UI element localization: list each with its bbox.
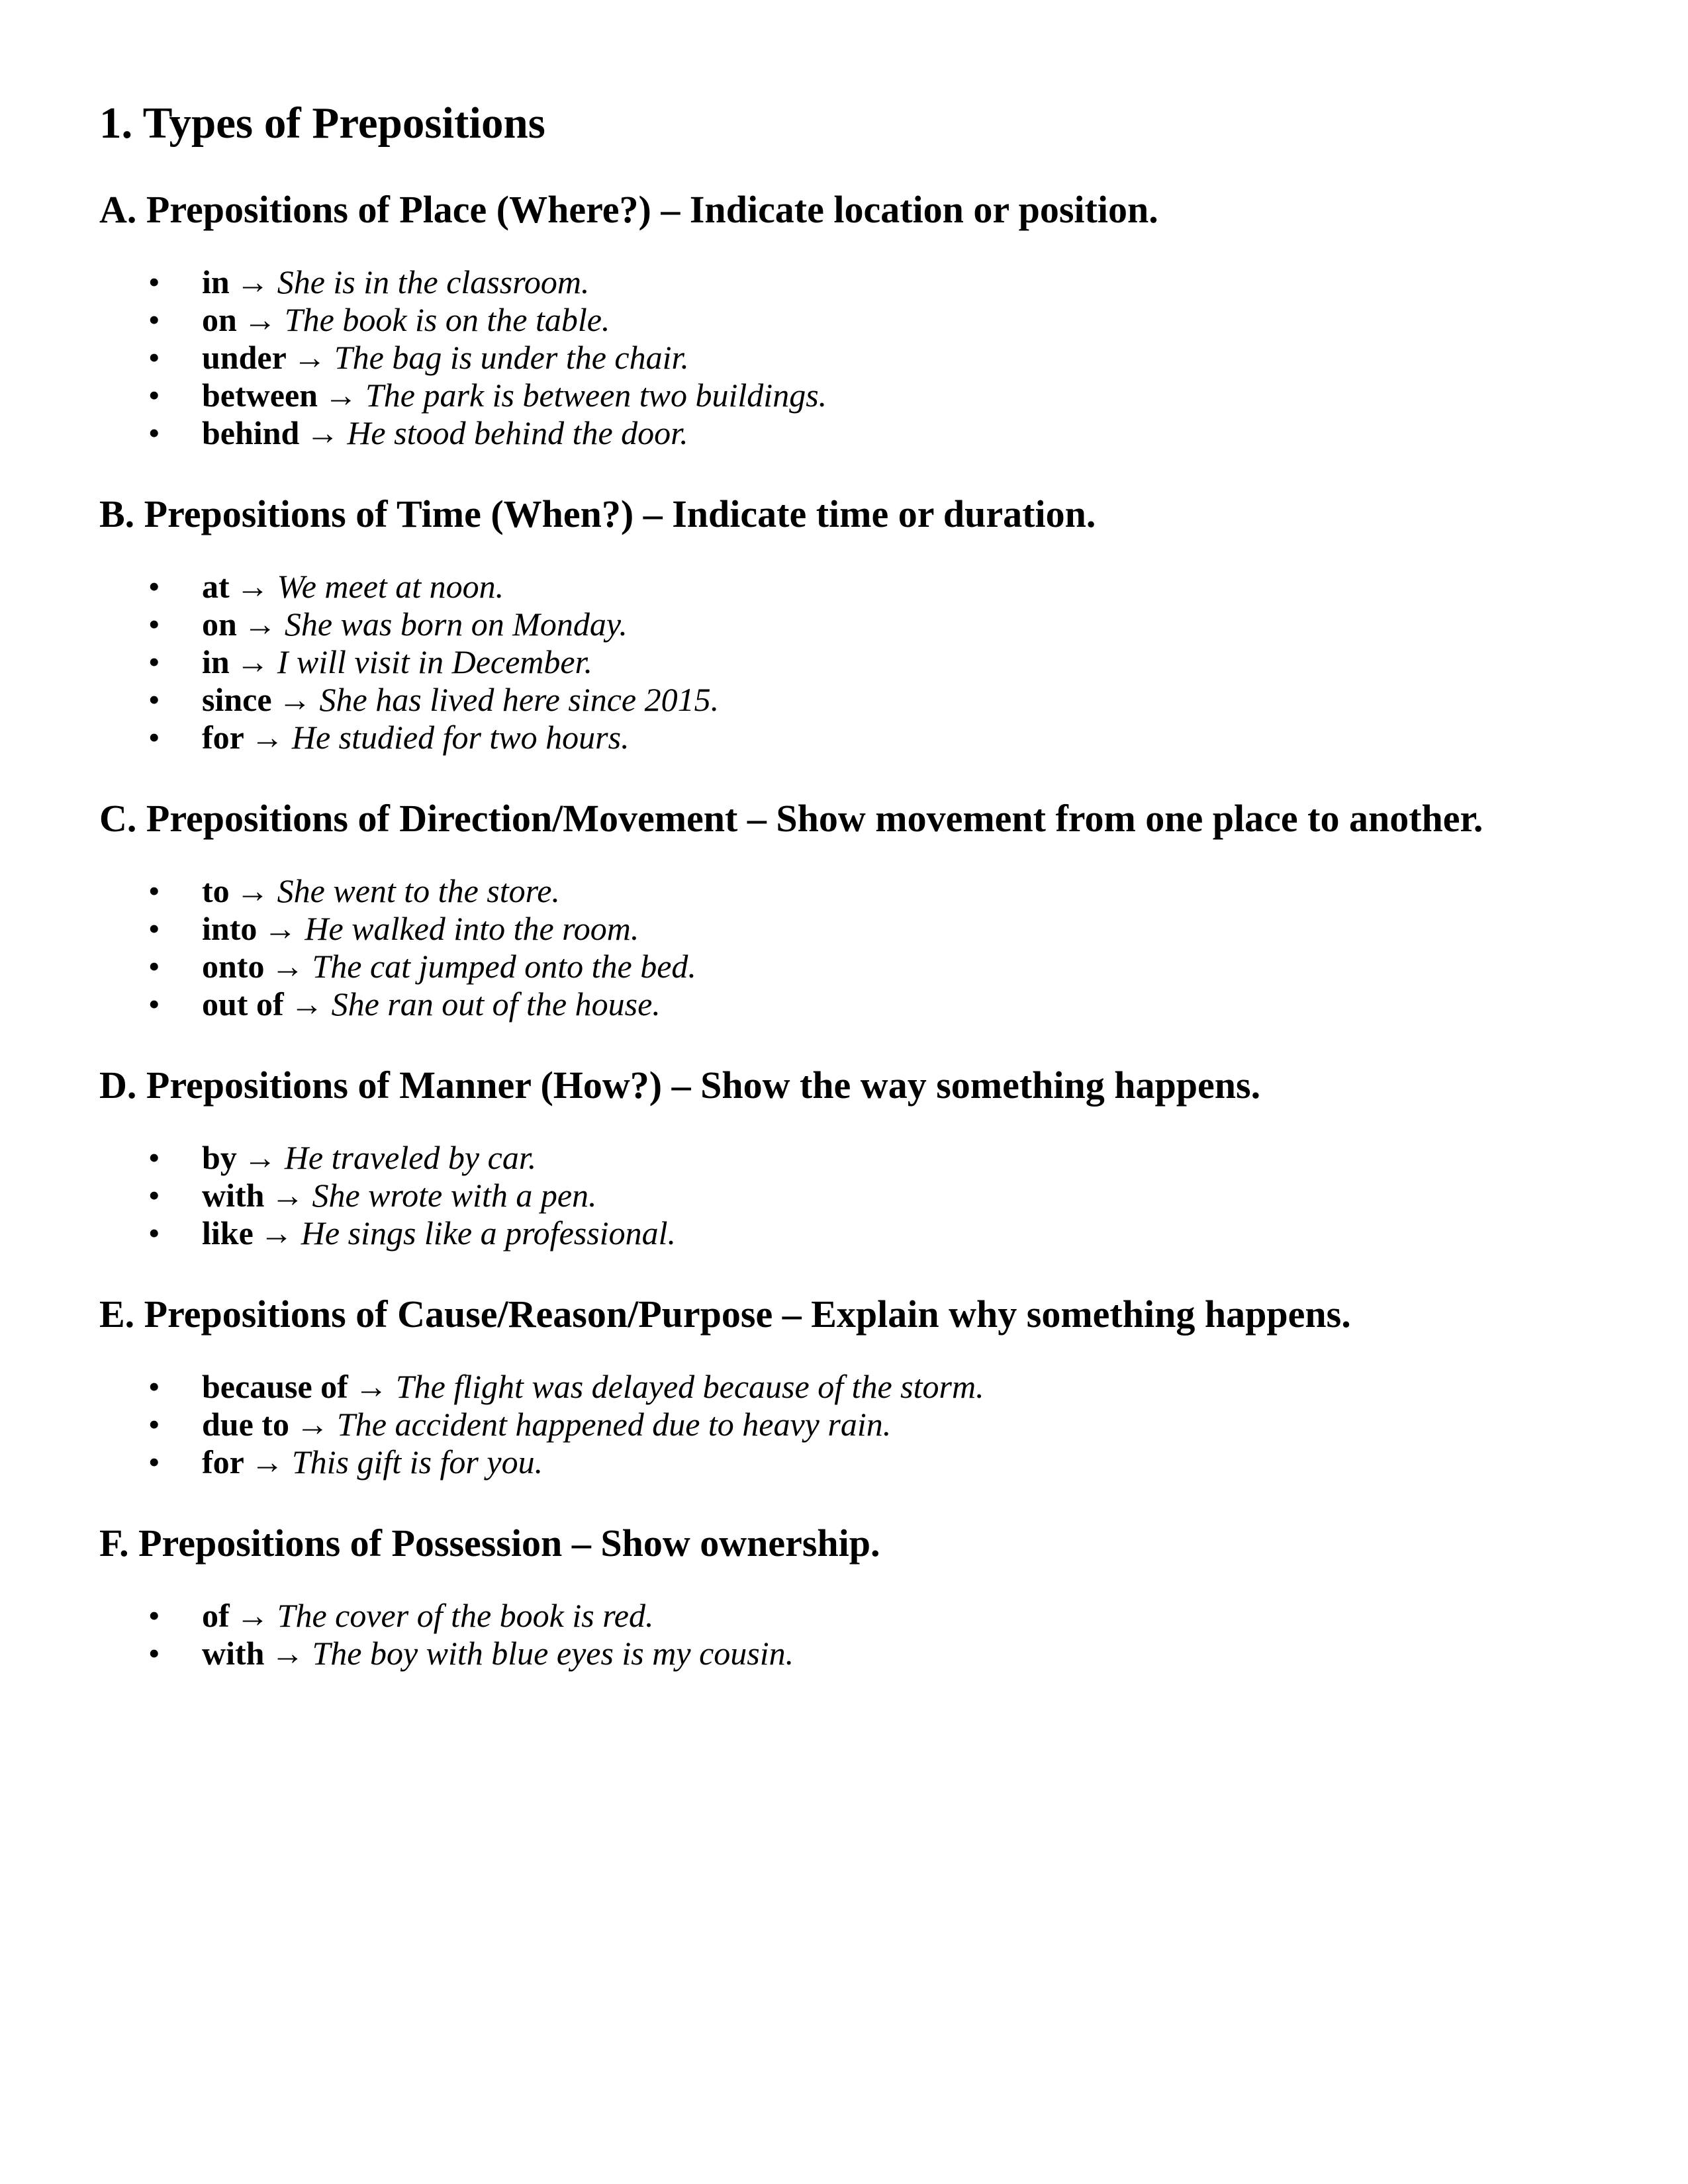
preposition-list (99, 1597, 1595, 1672)
example-sentence: She is in the classroom. (277, 263, 590, 300)
preposition-term: by (202, 1139, 237, 1176)
arrow-right-icon: → (236, 1597, 269, 1634)
list-item (99, 872, 1595, 910)
bullet-icon: • (148, 339, 160, 376)
list-item (99, 643, 1595, 681)
preposition-term: like (202, 1214, 254, 1251)
preposition-term: out of (202, 985, 284, 1023)
example-sentence: The bag is under the chair. (334, 339, 689, 376)
bullet-icon: • (148, 301, 160, 338)
bullet-icon: • (148, 1443, 160, 1480)
section-heading: E. Prepositions of Cause/Reason/Purpose – Explain why something happens. (99, 1293, 1351, 1336)
preposition-term: between (202, 377, 318, 414)
list-item (99, 414, 1595, 452)
bullet-icon: • (148, 1406, 160, 1443)
preposition-term: behind (202, 414, 300, 451)
example-sentence: The book is on the table. (284, 301, 610, 338)
bullet-icon: • (148, 1635, 160, 1672)
arrow-right-icon: → (236, 568, 269, 605)
arrow-right-icon: → (271, 1635, 305, 1672)
bullet-icon: • (148, 568, 160, 605)
list-item (99, 681, 1595, 719)
example-sentence: He sings like a professional. (301, 1214, 676, 1251)
list-item (99, 985, 1595, 1023)
list-item (99, 1597, 1595, 1635)
example-sentence: The cover of the book is red. (277, 1597, 654, 1634)
bullet-icon: • (148, 606, 160, 643)
preposition-list (99, 1139, 1595, 1252)
list-item (99, 910, 1595, 948)
section (99, 492, 1595, 756)
list-item (99, 1635, 1595, 1672)
preposition-term: to (202, 872, 230, 909)
example-sentence: She went to the store. (277, 872, 560, 909)
preposition-list (99, 872, 1595, 1023)
preposition-term: since (202, 681, 272, 718)
example-sentence: The flight was delayed because of the storm. (395, 1368, 984, 1405)
bullet-icon: • (148, 872, 160, 909)
bullet-icon: • (148, 719, 160, 756)
list-item (99, 1406, 1595, 1443)
example-sentence: We meet at noon. (277, 568, 504, 605)
example-sentence: He studied for two hours. (291, 719, 630, 756)
arrow-right-icon: → (324, 377, 357, 414)
arrow-right-icon: → (243, 1139, 277, 1176)
section (99, 1063, 1595, 1252)
arrow-right-icon: → (236, 643, 269, 680)
arrow-right-icon: → (250, 1443, 284, 1480)
arrow-right-icon: → (263, 910, 297, 947)
section-heading: B. Prepositions of Time (When?) – Indicate time or duration. (99, 492, 1096, 535)
section-heading: A. Prepositions of Place (Where?) – Indicate location or position. (99, 188, 1158, 231)
preposition-term: with (202, 1635, 265, 1672)
preposition-term: into (202, 910, 258, 947)
preposition-term: with (202, 1177, 265, 1214)
list-item (99, 719, 1595, 756)
preposition-term: on (202, 606, 237, 643)
section (99, 1521, 1595, 1672)
bullet-icon: • (148, 414, 160, 451)
preposition-term: for (202, 719, 244, 756)
bullet-icon: • (148, 643, 160, 680)
arrow-right-icon: → (236, 872, 269, 909)
list-item (99, 1177, 1595, 1214)
example-sentence: She ran out of the house. (331, 985, 661, 1023)
sections-container (99, 187, 1595, 1672)
arrow-right-icon: → (236, 263, 269, 300)
bullet-icon: • (148, 263, 160, 300)
example-sentence: She was born on Monday. (284, 606, 628, 643)
example-sentence: I will visit in December. (277, 643, 592, 680)
preposition-term: due to (202, 1406, 289, 1443)
example-sentence: He walked into the room. (305, 910, 639, 947)
section (99, 796, 1595, 1023)
bullet-icon: • (148, 910, 160, 947)
list-item (99, 1139, 1595, 1177)
list-item (99, 263, 1595, 301)
arrow-right-icon: → (271, 948, 305, 985)
example-sentence: The boy with blue eyes is my cousin. (312, 1635, 794, 1672)
preposition-term: because of (202, 1368, 348, 1405)
preposition-list (99, 568, 1595, 756)
example-sentence: She wrote with a pen. (312, 1177, 597, 1214)
list-item (99, 606, 1595, 643)
preposition-term: on (202, 301, 237, 338)
list-item (99, 1443, 1595, 1481)
preposition-term: in (202, 263, 230, 300)
bullet-icon: • (148, 377, 160, 414)
list-item (99, 1214, 1595, 1252)
bullet-icon: • (148, 1597, 160, 1634)
arrow-right-icon: → (278, 681, 312, 718)
bullet-icon: • (148, 1214, 160, 1251)
bullet-icon: • (148, 1177, 160, 1214)
bullet-icon: • (148, 1368, 160, 1405)
example-sentence: The accident happened due to heavy rain. (336, 1406, 892, 1443)
example-sentence: She has lived here since 2015. (319, 681, 720, 718)
preposition-term: under (202, 339, 287, 376)
bullet-icon: • (148, 1139, 160, 1176)
arrow-right-icon: → (250, 719, 284, 756)
section-heading: D. Prepositions of Manner (How?) – Show the way something happens. (99, 1064, 1261, 1107)
arrow-right-icon: → (293, 339, 326, 376)
preposition-list (99, 263, 1595, 452)
bullet-icon: • (148, 681, 160, 718)
list-item (99, 377, 1595, 414)
bullet-icon: • (148, 948, 160, 985)
example-sentence: This gift is for you. (291, 1443, 543, 1480)
preposition-term: in (202, 643, 230, 680)
example-sentence: He stood behind the door. (347, 414, 688, 451)
arrow-right-icon: → (243, 301, 277, 338)
example-sentence: He traveled by car. (284, 1139, 537, 1176)
arrow-right-icon: → (259, 1214, 293, 1251)
section-heading: C. Prepositions of Direction/Movement – Show movement from one place to another. (99, 797, 1483, 840)
preposition-term: onto (202, 948, 265, 985)
preposition-term: at (202, 568, 230, 605)
preposition-term: for (202, 1443, 244, 1480)
section-heading: F. Prepositions of Possession – Show ownership. (99, 1522, 880, 1565)
section (99, 1292, 1595, 1481)
arrow-right-icon: → (271, 1177, 305, 1214)
example-sentence: The park is between two buildings. (365, 377, 827, 414)
arrow-right-icon: → (306, 414, 340, 451)
list-item (99, 301, 1595, 339)
example-sentence: The cat jumped onto the bed. (312, 948, 696, 985)
list-item (99, 568, 1595, 606)
page-title: 1. Types of Prepositions (99, 99, 545, 148)
arrow-right-icon: → (290, 985, 324, 1023)
preposition-term: of (202, 1597, 230, 1634)
arrow-right-icon: → (243, 606, 277, 643)
list-item (99, 339, 1595, 377)
arrow-right-icon: → (295, 1406, 329, 1443)
arrow-right-icon: → (354, 1368, 388, 1405)
list-item (99, 1368, 1595, 1406)
preposition-list (99, 1368, 1595, 1481)
bullet-icon: • (148, 985, 160, 1023)
list-item (99, 948, 1595, 985)
section (99, 187, 1595, 452)
